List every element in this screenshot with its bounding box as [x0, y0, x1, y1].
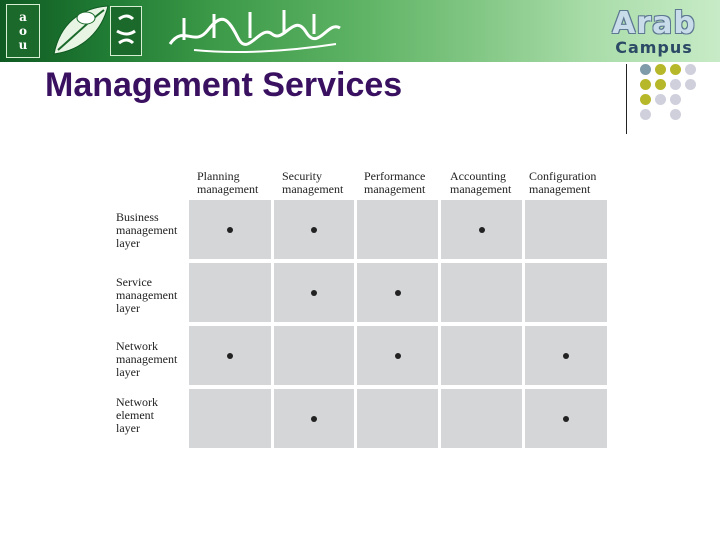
column-header-line: Configuration	[529, 169, 597, 183]
row-header-line: layer	[116, 236, 140, 250]
column-header	[364, 170, 425, 196]
row-header-line: management	[116, 288, 178, 302]
decor-dot	[670, 109, 681, 120]
divider-line	[626, 64, 627, 134]
decor-dot	[640, 109, 651, 120]
column-header-line: management	[450, 182, 512, 196]
bullet-icon	[479, 227, 485, 233]
matrix-cell	[441, 200, 522, 259]
row-header-line: management	[116, 352, 178, 366]
brand-campus: Campus	[615, 38, 693, 57]
leaf-emblem-icon	[50, 4, 110, 58]
decor-dot	[640, 64, 651, 75]
decor-dot	[685, 64, 696, 75]
decor-dot	[640, 79, 651, 90]
bullet-icon	[227, 227, 233, 233]
matrix-cell	[441, 389, 522, 448]
header-banner	[0, 0, 720, 62]
matrix-cell	[441, 263, 522, 322]
column-header-line: Accounting	[450, 169, 506, 183]
bullet-icon	[227, 353, 233, 359]
matrix-cell	[189, 326, 271, 385]
row-header-line: Service	[116, 275, 152, 289]
bullet-icon	[395, 353, 401, 359]
row-header-line: layer	[116, 365, 140, 379]
matrix-cell	[357, 326, 438, 385]
row-header	[116, 340, 177, 379]
row-header-line: Network	[116, 339, 158, 353]
decor-dot	[670, 94, 681, 105]
row-header-line: Business	[116, 210, 159, 224]
logo-letter-o: o	[18, 24, 27, 38]
logo-letter-u: u	[18, 38, 28, 52]
column-header-line: management	[282, 182, 344, 196]
column-header-line: Performance	[364, 169, 426, 183]
row-header-line: layer	[116, 301, 140, 315]
decor-dot	[685, 79, 696, 90]
page-title: Management Services	[45, 66, 403, 104]
brand-arab: Arab	[612, 6, 696, 41]
matrix-cell	[274, 326, 354, 385]
bullet-icon	[311, 290, 317, 296]
matrix-cell	[357, 263, 438, 322]
column-header	[197, 170, 258, 196]
matrix-cell	[441, 326, 522, 385]
decor-dot	[670, 64, 681, 75]
matrix-cell	[525, 389, 607, 448]
matrix-cell	[189, 389, 271, 448]
column-header-line: Security	[282, 169, 322, 183]
row-header-line: layer	[116, 421, 140, 435]
logo-letter-a: a	[19, 10, 27, 24]
column-header	[450, 170, 511, 196]
matrix-cell	[274, 389, 354, 448]
decor-dot	[670, 79, 681, 90]
decor-dot	[655, 64, 666, 75]
matrix-cell	[525, 200, 607, 259]
matrix-cell	[274, 200, 354, 259]
matrix-cell	[357, 200, 438, 259]
aou-logo	[6, 4, 40, 58]
column-header-line: Planning	[197, 169, 240, 183]
row-header-line: management	[116, 223, 178, 237]
matrix-cell	[189, 200, 271, 259]
column-header	[529, 170, 596, 196]
matrix-cell	[189, 263, 271, 322]
column-header-line: management	[529, 182, 591, 196]
decor-dot	[655, 79, 666, 90]
row-header-line: Network	[116, 395, 158, 409]
bullet-icon	[311, 227, 317, 233]
arabic-logo-box	[110, 6, 142, 56]
column-header-line: management	[197, 182, 259, 196]
bullet-icon	[563, 353, 569, 359]
decor-dot	[655, 94, 666, 105]
matrix-cell	[525, 326, 607, 385]
bullet-icon	[311, 416, 317, 422]
matrix-cell	[274, 263, 354, 322]
row-header	[116, 396, 158, 435]
decor-dot	[640, 94, 651, 105]
calligraphy-icon	[164, 4, 344, 56]
matrix-cell	[525, 263, 607, 322]
bullet-icon	[563, 416, 569, 422]
row-header-line: element	[116, 408, 154, 422]
row-header	[116, 211, 177, 250]
bullet-icon	[395, 290, 401, 296]
column-header	[282, 170, 343, 196]
row-header	[116, 276, 177, 315]
column-header-line: management	[364, 182, 426, 196]
matrix-cell	[357, 389, 438, 448]
arabic-letters-icon	[111, 7, 141, 55]
